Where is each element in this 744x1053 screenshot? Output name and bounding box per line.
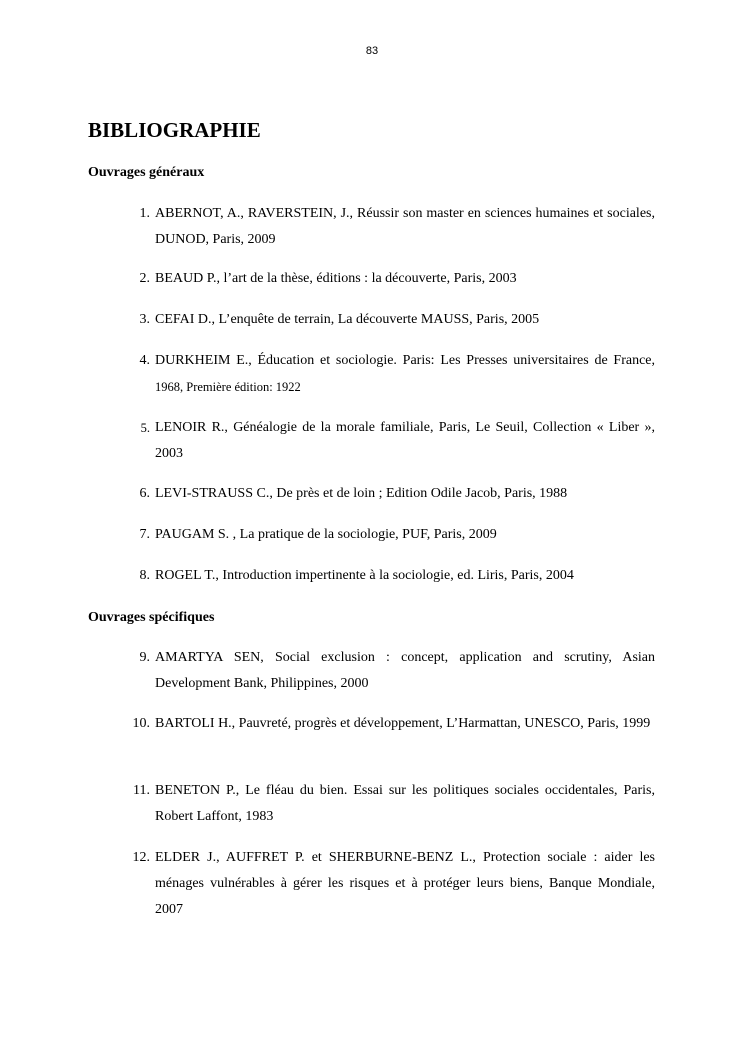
entry-number: 2. <box>139 271 150 286</box>
bibliography-entry <box>88 201 655 253</box>
entry-text: AMARTYA SEN, Social exclusion : concept, application and scrutiny, Asian Development Bank, Philippines, 2000 <box>155 650 655 691</box>
entry-text: BEAUD P., l’art de la thèse, éditions : la découverte, Paris, 2003 <box>155 271 517 286</box>
entry-number: 1. <box>139 206 150 221</box>
entry-number: 6. <box>139 486 150 501</box>
entry-number: 3. <box>139 312 150 327</box>
entry-text: CEFAI D., L’enquête de terrain, La découverte MAUSS, Paris, 2005 <box>155 312 540 327</box>
entry-text: BENETON P., Le fléau du bien. Essai sur les politiques sociales occidentales, Paris, Robert Laffont, 1983 <box>155 783 655 824</box>
bibliography-title: BIBLIOGRAPHIE <box>88 118 261 142</box>
entry-number: 4. <box>139 353 150 368</box>
entry-number: 11. <box>133 783 150 798</box>
bibliography-entry <box>88 778 655 830</box>
section-heading-general: Ouvrages généraux <box>88 165 205 180</box>
bibliography-entry <box>88 266 655 292</box>
entry-text: PAUGAM S. , La pratique de la sociologie, PUF, Paris, 2009 <box>155 527 497 542</box>
entry-number: 5. <box>140 421 150 435</box>
entry-number: 10. <box>132 716 150 731</box>
bibliography-entry <box>88 415 655 467</box>
bibliography-entry <box>88 845 655 923</box>
entry-text: LEVI-STRAUSS C., De près et de loin ; Edition Odile Jacob, Paris, 1988 <box>155 486 568 501</box>
entry-number: 9. <box>139 650 150 665</box>
entry-text <box>155 348 655 401</box>
section-heading-specific: Ouvrages spécifiques <box>88 610 215 625</box>
entry-text: ELDER J., AUFFRET P. et SHERBURNE-BENZ L., Protection sociale : aider les ménages vulnérables à gérer les risques et à protéger leurs biens, Banque Mondiale, 2007 <box>155 850 655 917</box>
bibliography-entry <box>88 348 655 401</box>
bibliography-entry <box>88 645 655 697</box>
entry-text: ROGEL T., Introduction impertinente à la sociologie, ed. Liris, Paris, 2004 <box>155 568 574 583</box>
entry-number: 8. <box>139 568 150 583</box>
entry-text: ABERNOT, A., RAVERSTEIN, J., Réussir son master en sciences humaines et sociales, DUNOD, Paris, 2009 <box>155 206 655 247</box>
bibliography-entry <box>88 307 655 333</box>
entry-text: BARTOLI H., Pauvreté, progrès et développement, L’Harmattan, UNESCO, Paris, 1999 <box>155 716 651 731</box>
bibliography-entry <box>88 522 655 548</box>
entry-text: LENOIR R., Généalogie de la morale familiale, Paris, Le Seuil, Collection « Liber », 2003 <box>155 420 655 461</box>
entry-text-main: DURKHEIM E., Éducation et sociologie. Paris: Les Presses universitaires de France, <box>155 353 655 368</box>
entry-text-edition: 1968, Première édition: 1922 <box>155 380 301 394</box>
bibliography-entry <box>88 711 655 737</box>
entry-number: 7. <box>139 527 150 542</box>
bibliography-entry <box>88 563 655 589</box>
entry-number: 12. <box>132 850 150 865</box>
page-number: 83 <box>365 45 379 57</box>
bibliography-entry <box>88 481 655 507</box>
